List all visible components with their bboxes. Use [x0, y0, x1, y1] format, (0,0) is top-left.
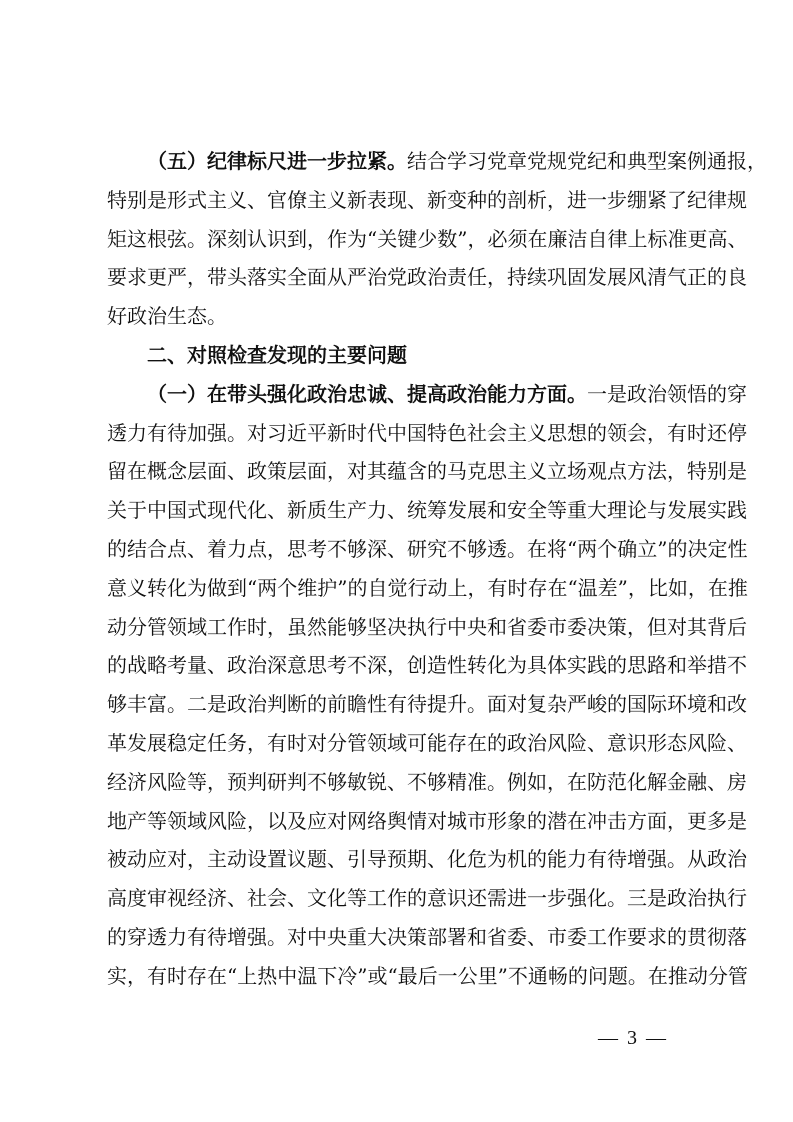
text-line: [107, 263, 747, 291]
body-text: 地产等领域风险，以及应对网络舆情对城市形象的潜在冲击方面，更多是: [107, 808, 747, 833]
body-text: 留在概念层面、政策层面，对其蕴含的马克思主义立场观点方法，特别是: [107, 459, 747, 484]
text-line: [107, 496, 747, 524]
bold-lead-text: （一）在带头强化政治忠诚、提高政治能力方面。: [147, 381, 587, 406]
text-line: [147, 147, 767, 175]
body-text: 革发展稳定任务，有时对分管领域可能存在的政治风险、意识形态风险、: [107, 731, 747, 755]
body-text: 透力有待加强。对习近平新时代中国特色社会主义思想的领会，有时还停: [107, 420, 747, 445]
text-line: [107, 962, 748, 990]
body-text: 够丰富。二是政治判断的前瞻性有待提升。面对复杂严峻的国际环境和改: [107, 692, 747, 717]
body-text: 经济风险等，预判研判不够敏锐、不够精准。例如，在防范化解金融、房: [107, 769, 747, 794]
bold-lead-text: （五）纪律标尺进一步拉紧。: [147, 149, 407, 173]
text-line: [107, 807, 747, 835]
body-text: 要求更严，带头落实全面从严治党政治责任，持续巩固发展风清气正的良: [107, 265, 747, 290]
body-text: 特别是形式主义、官僚主义新表现、新变种的剖析，进一步绷紧了纪律规: [107, 187, 747, 212]
text-line: [107, 651, 747, 679]
text-line: [107, 419, 747, 447]
page-number: — 3 —: [598, 1027, 668, 1049]
body-text: 的结合点、着力点，思考不够深、研究不够透。在将“两个确立”的决定性: [107, 537, 748, 561]
section-heading: [147, 341, 689, 369]
text-line: [107, 302, 689, 330]
text-line: [107, 225, 748, 253]
text-line: [107, 457, 747, 485]
text-line: [107, 186, 747, 214]
text-line: [107, 768, 747, 796]
text-line: [107, 729, 747, 757]
body-text: 被动应对，主动设置议题、引导预期、化危为机的能力有待增强。从政治: [107, 847, 747, 872]
body-text: 关于中国式现代化、新质生产力、统筹发展和安全等重大理论与发展实践: [107, 498, 747, 523]
heading-text: 二、对照检查发现的主要问题: [147, 343, 407, 367]
body-text: 高度审视经济、社会、文化等工作的意识还需进一步强化。三是政治执行: [107, 886, 747, 911]
body-text: 结合学习党章党规党纪和典型案例通报，: [407, 149, 767, 173]
body-text: 动分管领域工作时，虽然能够坚决执行中央和省委市委决策，但对其背后: [107, 614, 747, 639]
text-line: [107, 574, 748, 602]
text-line: [107, 535, 748, 563]
body-text: 的穿透力有待增强。对中央重大决策部署和省委、市委工作要求的贯彻落: [107, 925, 747, 949]
text-line: [107, 884, 747, 912]
text-line: [107, 923, 747, 951]
body-text: 实，有时存在“上热中温下冷”或“最后一公里”不通畅的问题。在推动分管: [107, 963, 748, 988]
body-text: 矩这根弦。深刻认识到，作为“关键少数”，必须在廉洁自律上标准更高、: [107, 226, 748, 251]
text-line: [107, 690, 747, 718]
body-text: 的战略考量、政治深意思考不深，创造性转化为具体实践的思路和举措不: [107, 653, 747, 678]
text-line: [147, 380, 747, 408]
body-text: 意义转化为做到“两个维护”的自觉行动上，有时存在“温差”，比如，在推: [107, 575, 748, 600]
body-text: 一是政治领悟的穿: [587, 381, 747, 406]
text-line: [107, 845, 747, 873]
text-line: [107, 613, 747, 641]
body-text: 好政治生态。: [107, 304, 227, 329]
